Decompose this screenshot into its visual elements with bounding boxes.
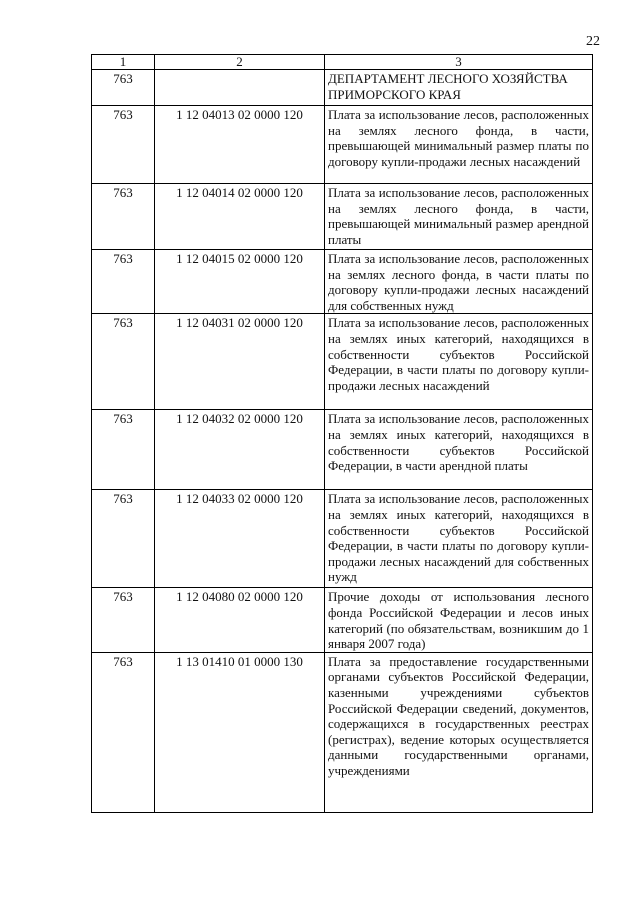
- page-number: 22: [586, 34, 600, 49]
- description-cell: Плата за использование лесов, расположенных на землях лесного фонда, в части платы по договору купли-продажи лесных насаждений для собственных нужд: [325, 250, 593, 314]
- admin-code-cell: 763: [92, 106, 155, 184]
- table-row: [92, 250, 593, 314]
- department-heading-cell: ДЕПАРТАМЕНТ ЛЕСНОГО ХОЗЯЙСТВА ПРИМОРСКОГО КРАЯ: [325, 70, 593, 106]
- description-cell: Плата за использование лесов, расположенных на землях иных категорий, находящихся в собственности субъектов Российской Федерации, в части платы по договору купли-продажи лесных насаждений для собственных нужд: [325, 490, 593, 588]
- revenue-code-cell: 1 13 01410 01 0000 130: [155, 652, 325, 812]
- table-row: [92, 410, 593, 490]
- admin-code-cell: 763: [92, 70, 155, 106]
- table-row: [92, 588, 593, 652]
- column-header-3: 3: [325, 55, 593, 70]
- revenue-code-cell: 1 12 04015 02 0000 120: [155, 250, 325, 314]
- table-row: [92, 70, 593, 106]
- table-row: [92, 106, 593, 184]
- description-cell: Плата за использование лесов, расположенных на землях иных категорий, находящихся в собственности субъектов Российской Федерации, в части арендной платы: [325, 410, 593, 490]
- admin-code-cell: 763: [92, 588, 155, 652]
- revenue-code-cell: 1 12 04032 02 0000 120: [155, 410, 325, 490]
- admin-code-cell: 763: [92, 490, 155, 588]
- description-cell: Плата за использование лесов, расположенных на землях лесного фонда, в части, превышающей минимальный размер платы по договору купли-продажи лесных насаждений: [325, 106, 593, 184]
- admin-code-cell: 763: [92, 184, 155, 250]
- table-row: [92, 314, 593, 410]
- revenue-code-cell: [155, 70, 325, 106]
- table-row: [92, 490, 593, 588]
- revenue-code-cell: 1 12 04080 02 0000 120: [155, 588, 325, 652]
- admin-code-cell: 763: [92, 314, 155, 410]
- description-cell: Плата за предоставление государственными органами субъектов Российской Федерации, казенными учреждениями субъектов Российской Федерации сведений, документов, содержащихся в государственных реестрах (регистрах), ведение которых осуществляется данными государственными органами, учреждениями: [325, 652, 593, 812]
- revenue-code-cell: 1 12 04013 02 0000 120: [155, 106, 325, 184]
- description-cell: Плата за использование лесов, расположенных на землях лесного фонда, в части, превышающей минимальный размер арендной платы: [325, 184, 593, 250]
- description-cell: Плата за использование лесов, расположенных на землях иных категорий, находящихся в собственности субъектов Российской Федерации, в части платы по договору купли-продажи лесных насаждений: [325, 314, 593, 410]
- table-row: [92, 184, 593, 250]
- revenue-codes-table: [91, 54, 593, 813]
- column-header-1: 1: [92, 55, 155, 70]
- admin-code-cell: 763: [92, 250, 155, 314]
- admin-code-cell: 763: [92, 410, 155, 490]
- revenue-code-cell: 1 12 04031 02 0000 120: [155, 314, 325, 410]
- description-cell: Прочие доходы от использования лесного фонда Российской Федерации и лесов иных категорий (по обязательствам, возникшим до 1 января 2007 года): [325, 588, 593, 652]
- column-number-row: [92, 55, 593, 70]
- admin-code-cell: 763: [92, 652, 155, 812]
- revenue-code-cell: 1 12 04033 02 0000 120: [155, 490, 325, 588]
- revenue-code-cell: 1 12 04014 02 0000 120: [155, 184, 325, 250]
- column-header-2: 2: [155, 55, 325, 70]
- table-row: [92, 652, 593, 812]
